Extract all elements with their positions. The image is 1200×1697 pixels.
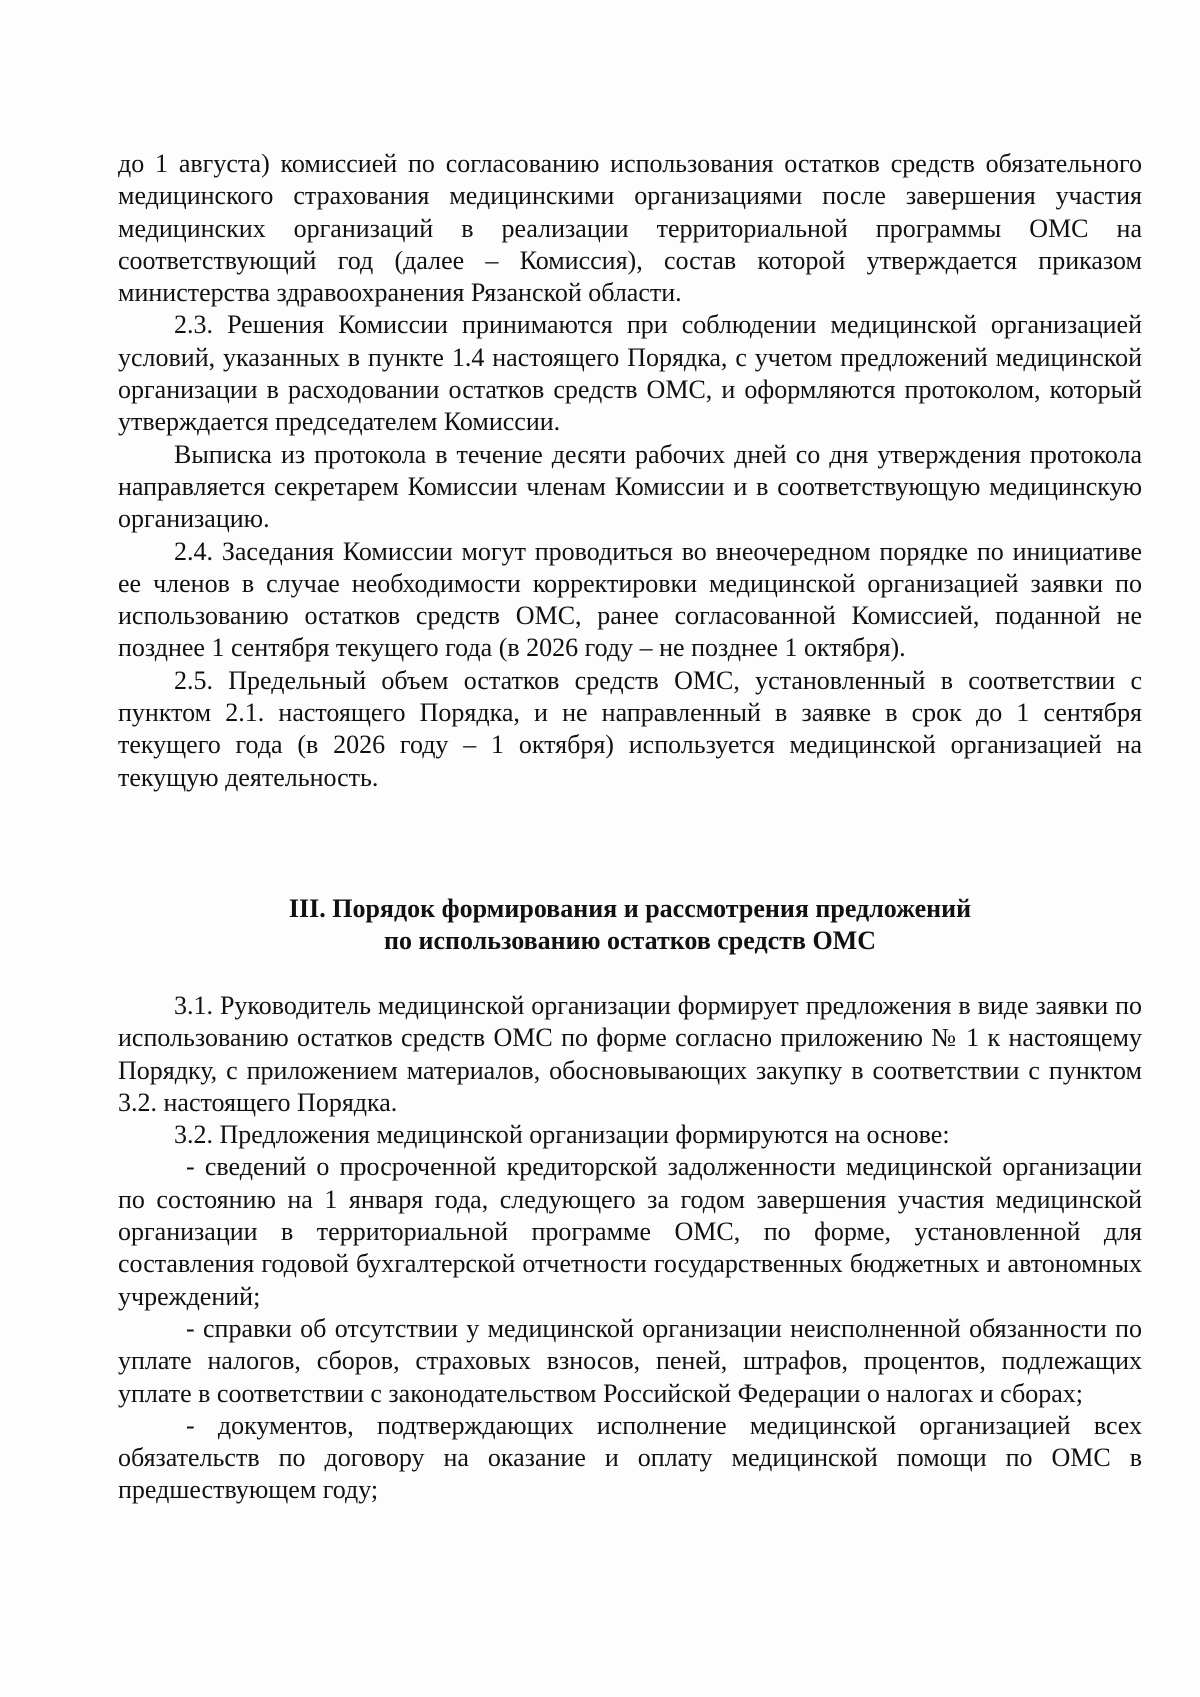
section-2-continuation [118, 148, 1142, 794]
paragraph-2-5: 2.5. Предельный объем остатков средств ОМС, установленный в соответствии с пунктом 2.1. настоящего Порядка, и не направленный в заявке в срок до 1 сентября текущего года (в 2026 году – 1 октября) используется медицинской организацией на текущую деятельность. [118, 665, 1142, 792]
section-3-body [118, 990, 1142, 1507]
paragraph-3-1: 3.1. Руководитель медицинской организации формирует предложения в виде заявки по использованию остатков средств ОМС по форме согласно приложению № 1 к настоящему Порядку, с приложением материалов, обосновывающих закупку в соответствии с пунктом 3.2. настоящего Порядка. [118, 991, 1142, 1117]
paragraph-protocol-extract: Выписка из протокола в течение десяти рабочих дней со дня утверждения протокола направляется секретарем Комиссии членам Комиссии и в соответствующую медицинскую организацию. [118, 439, 1142, 534]
paragraph-2-4: 2.4. Заседания Комиссии могут проводиться во внеочередном порядке по инициативе ее членов в случае необходимости корректировки медицинской организацией заявки по использованию остатков средств ОМС, ранее согласованной Комиссией, поданной не позднее 1 сентября текущего года (в 2026 году – не позднее 1 октября). [118, 536, 1142, 663]
section-3-heading [118, 893, 1142, 957]
section-3-heading-line1: III. Порядок формирования и рассмотрения предложений [288, 894, 972, 923]
list-item-tax-certificate: - справки об отсутствии у медицинской организации неисполненной обязанности по уплате налогов, сборов, страховых взносов, пеней, штрафов, процентов, подлежащих уплате в соответствии с законодательством Российской Федерации о налогах и сборах; [118, 1313, 1142, 1408]
paragraph-2-3: 2.3. Решения Комиссии принимаются при соблюдении медицинской организацией условий, указанных в пункте 1.4 настоящего Порядка, с учетом предложений медицинской организации в расходовании остатков средств ОМС, и оформляются протоколом, который утверждается председателем Комиссии. [118, 310, 1142, 437]
section-3-heading-line2: по использованию остатков средств ОМС [384, 926, 876, 955]
list-item-contract-documents: - документов, подтверждающих исполнение медицинской организацией всех обязательств по договору на оказание и оплату медицинской помощи по ОМС в предшествующем году; [118, 1410, 1142, 1505]
list-item-overdue-payables: - сведений о просроченной кредиторской задолженности медицинской организации по состоянию на 1 января года, следующего за годом завершения участия медицинской организации в территориальной программе ОМС, по форме, установленной для составления годовой бухгалтерской отчетности государственных бюджетных и автономных учреждений; [118, 1152, 1142, 1311]
paragraph-2-2-continuation: до 1 августа) комиссией по согласованию использования остатков средств обязательного медицинского страхования медицинскими организациями после завершения участия медицинских организаций в реализации территориальной программы ОМС на соответствующий год (далее – Комиссия), состав которой утверждается приказом министерства здравоохранения Рязанской области. [118, 149, 1142, 308]
paragraph-3-2: 3.2. Предложения медицинской организации формируются на основе: [174, 1120, 950, 1150]
